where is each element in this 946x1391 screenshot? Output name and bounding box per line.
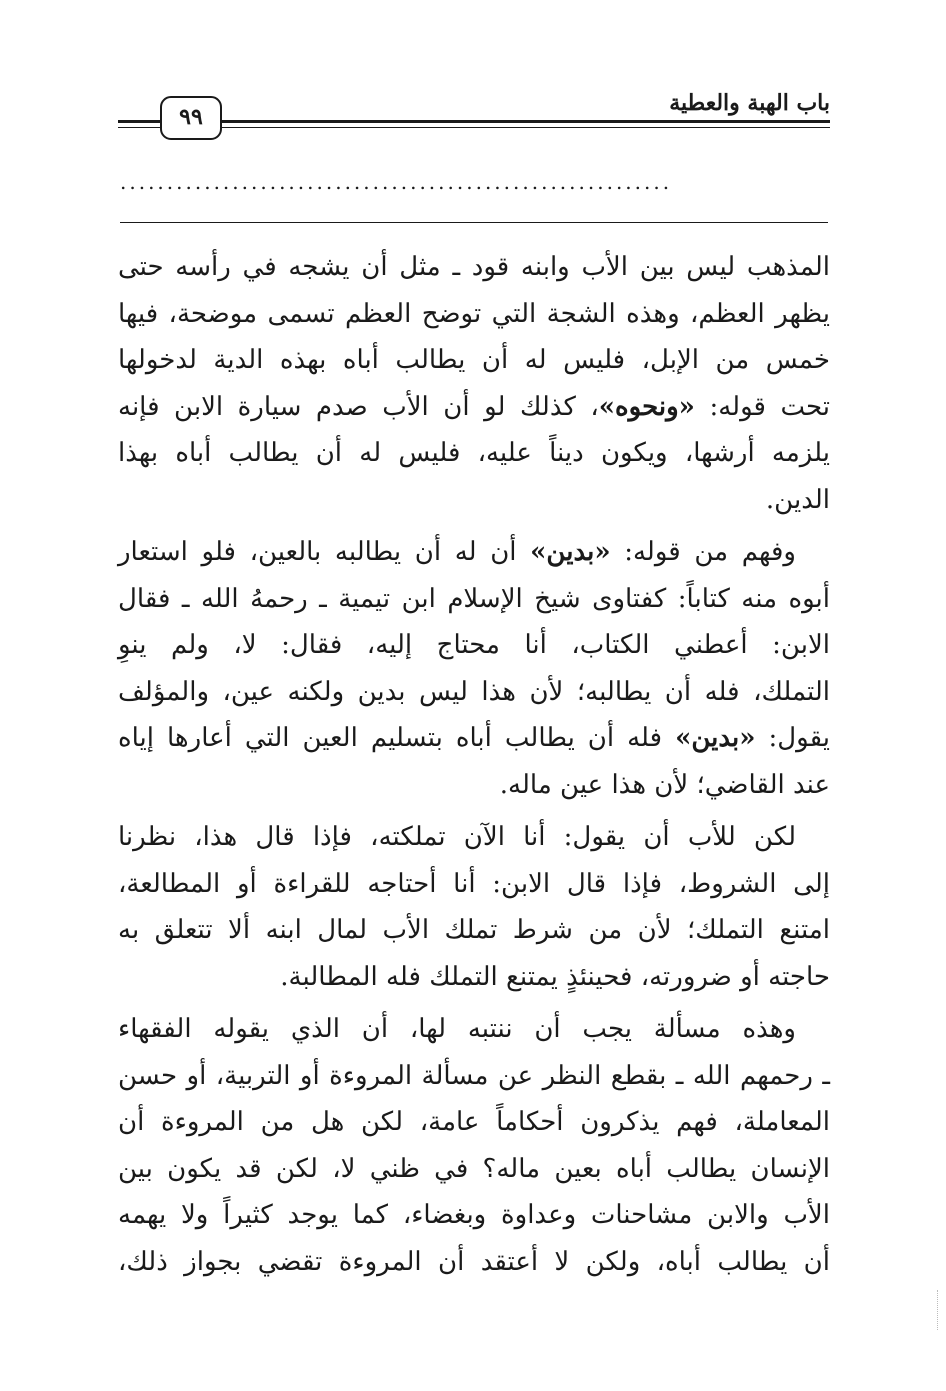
text-line: وفهم من قوله: «بدين» أن له أن يطالبه بالعين، فلو استعار bbox=[118, 537, 796, 567]
text-line: الأب والابن مشاحنات وعداوة وبغضاء، كما يوجد كثيراً ولا يهمه bbox=[118, 1200, 830, 1230]
paragraph-2 bbox=[118, 529, 830, 808]
text-line: الإنسان يطالب أباه بعين ماله؟ في ظني لا، لكن قد يكون بين bbox=[118, 1153, 830, 1184]
text-line: يقول: «بدين» فله أن يطالب أباه بتسليم العين التي أعارها إياه bbox=[118, 723, 830, 753]
quoted-term: «بدين» bbox=[675, 723, 756, 753]
paragraph-1 bbox=[118, 244, 830, 523]
text-line: وهذه مسألة يجب أن ننتبه لها، أن الذي يقوله الفقهاء bbox=[118, 1014, 796, 1044]
text-line: لكن للأب أن يقول: أنا الآن تملكته، فإذا قال هذا، نظرنا bbox=[118, 822, 796, 852]
page-number: ٩٩ bbox=[160, 96, 222, 140]
text-line: ـ رحمهم الله ـ بقطع النظر عن مسألة المروءة أو التربية، أو حسن bbox=[118, 1060, 830, 1091]
dotted-separator: ........................................................... bbox=[120, 172, 673, 192]
text-line: يلزمه أرشها، ويكون ديناً عليه، فليس له أن يطالب أباه بهذا bbox=[118, 438, 830, 468]
paragraph-4 bbox=[118, 1006, 830, 1285]
quoted-term: «ونحوه» bbox=[598, 391, 695, 422]
paragraph-3 bbox=[118, 814, 830, 1000]
scan-margin-mark bbox=[935, 1290, 938, 1330]
text-line: المذهب ليس بين الأب وابنه قود ـ مثل أن يشجه في رأسه حتى bbox=[118, 252, 830, 282]
text-line: الابن: أعطني الكتاب، أنا محتاج إليه، فقال: لا، ولم ينوِ bbox=[118, 630, 830, 660]
text-line: تحت قوله: «ونحوه»، كذلك لو أن الأب صدم سيارة الابن فإنه bbox=[118, 391, 830, 422]
text-line: أن يطالب أباه، ولكن لا أعتقد أن المروءة تقضي بجواز ذلك، bbox=[118, 1246, 830, 1277]
text-line: حاجته أو ضرورته، فحينئذٍ يمتنع التملك فله المطالبة. bbox=[280, 961, 830, 992]
text-line: إلى الشروط، فإذا قال الابن: أنا أحتاجه للقراءة أو المطالعة، bbox=[118, 868, 830, 899]
section-rule bbox=[120, 222, 828, 223]
text-line: الدين. bbox=[765, 484, 830, 515]
header-rule-thick bbox=[118, 120, 830, 123]
header-rule-thin bbox=[118, 127, 830, 128]
text-line: التملك، فله أن يطالبه؛ لأن هذا ليس بدين ولكنه عين، والمؤلف bbox=[118, 676, 830, 707]
page-header bbox=[118, 92, 830, 148]
body-text bbox=[118, 244, 830, 1291]
text-line: يظهر العظم، وهذه الشجة التي توضح العظم تسمى موضحة، فيها bbox=[118, 298, 830, 329]
text-line: خمس من الإبل، فليس له أن يطالب أباه بهذه الدية لدخولها bbox=[118, 345, 830, 375]
text-line: المعاملة، فهم يذكرون أحكاماً عامة، لكن هل من المروءة أن bbox=[118, 1107, 830, 1137]
text-line: عند القاضي؛ لأن هذا عين ماله. bbox=[499, 769, 830, 800]
quoted-term: «بدين» bbox=[530, 537, 611, 567]
text-line: أبوه منه كتاباً: كفتاوى شيخ الإسلام ابن تيمية ـ رحمهُ الله ـ فقال bbox=[118, 583, 830, 614]
chapter-title: باب الهبة والعطية bbox=[663, 90, 830, 116]
text-line: امتنع التملك؛ لأن من شرط تملك الأب لمال ابنه ألا تتعلق به bbox=[118, 915, 830, 945]
